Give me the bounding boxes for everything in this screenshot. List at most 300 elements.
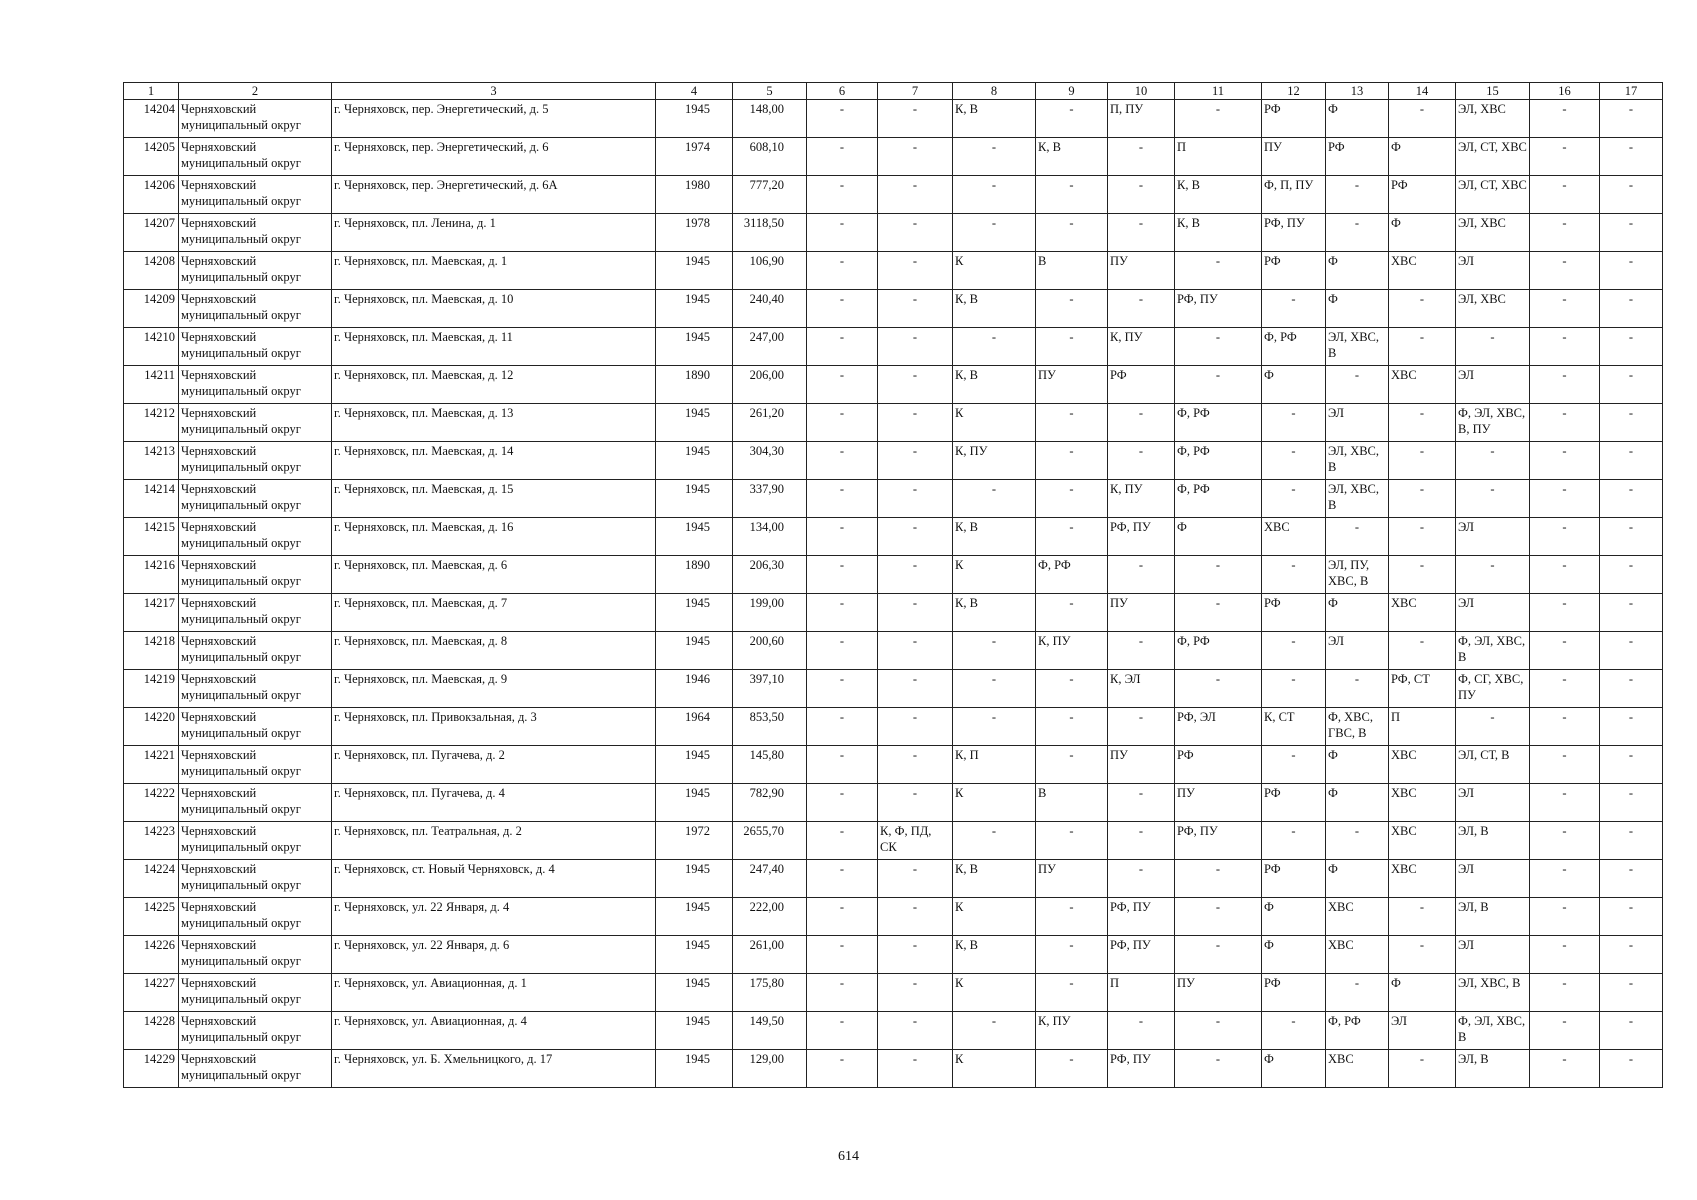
table-cell-col-12: - <box>1262 1012 1326 1050</box>
table-cell-col-15: - <box>1456 480 1530 518</box>
table-row <box>124 1050 1663 1088</box>
table-cell-col-4: 1945 <box>656 632 733 670</box>
table-cell-col-8: - <box>953 328 1036 366</box>
table-cell-col-7: - <box>878 366 953 404</box>
table-cell-col-7: - <box>878 556 953 594</box>
table-cell-col-14: РФ <box>1389 176 1456 214</box>
table-cell-col-16: - <box>1530 898 1600 936</box>
table-cell-col-13: - <box>1326 518 1389 556</box>
table-cell-col-6: - <box>807 290 878 328</box>
table-cell-col-6: - <box>807 632 878 670</box>
table-cell-col-5: 853,50 <box>733 708 807 746</box>
table-cell-col-10: - <box>1108 860 1175 898</box>
table-cell-col-11: Ф, РФ <box>1175 404 1262 442</box>
table-cell-col-12: - <box>1262 822 1326 860</box>
table-cell-col-7: - <box>878 1050 953 1088</box>
table-cell-col-7: - <box>878 138 953 176</box>
table-cell-col-10: РФ, ПУ <box>1108 898 1175 936</box>
table-cell-col-14: - <box>1389 1050 1456 1088</box>
table-cell-col-3: г. Черняховск, пл. Маевская, д. 6 <box>332 556 656 594</box>
table-cell-col-17: - <box>1600 860 1663 898</box>
table-cell-col-8: - <box>953 670 1036 708</box>
table-cell-col-9: - <box>1036 898 1108 936</box>
table-cell-col-13: - <box>1326 822 1389 860</box>
table-cell-col-3: г. Черняховск, пл. Маевская, д. 15 <box>332 480 656 518</box>
table-cell-col-3: г. Черняховск, пл. Маевская, д. 7 <box>332 594 656 632</box>
table-row <box>124 860 1663 898</box>
table-cell-col-16: - <box>1530 784 1600 822</box>
table-cell-col-6: - <box>807 100 878 138</box>
table-cell-col-2: Черняховский муниципальный округ <box>179 442 332 480</box>
table-cell-col-6: - <box>807 822 878 860</box>
table-cell-col-16: - <box>1530 328 1600 366</box>
table-cell-col-9: - <box>1036 822 1108 860</box>
table-cell-col-8: К <box>953 404 1036 442</box>
table-cell-col-14: - <box>1389 404 1456 442</box>
table-cell-col-16: - <box>1530 974 1600 1012</box>
table-cell-col-13: Ф, РФ <box>1326 1012 1389 1050</box>
table-row <box>124 822 1663 860</box>
table-cell-col-1: 14226 <box>124 936 179 974</box>
table-cell-col-3: г. Черняховск, ул. Авиационная, д. 4 <box>332 1012 656 1050</box>
table-cell-col-2: Черняховский муниципальный округ <box>179 100 332 138</box>
table-cell-col-15: ЭЛ, ХВС <box>1456 214 1530 252</box>
table-cell-col-16: - <box>1530 214 1600 252</box>
table-cell-col-17: - <box>1600 176 1663 214</box>
table-cell-col-6: - <box>807 518 878 556</box>
table-cell-col-12: - <box>1262 670 1326 708</box>
column-header-16: 16 <box>1530 83 1600 100</box>
table-cell-col-1: 14227 <box>124 974 179 1012</box>
table-cell-col-2: Черняховский муниципальный округ <box>179 518 332 556</box>
table-cell-col-11: ПУ <box>1175 784 1262 822</box>
table-cell-col-9: К, ПУ <box>1036 632 1108 670</box>
table-cell-col-2: Черняховский муниципальный округ <box>179 214 332 252</box>
table-cell-col-16: - <box>1530 176 1600 214</box>
table-cell-col-13: - <box>1326 214 1389 252</box>
table-cell-col-2: Черняховский муниципальный округ <box>179 1050 332 1088</box>
column-header-17: 17 <box>1600 83 1663 100</box>
table-cell-col-16: - <box>1530 100 1600 138</box>
table-cell-col-16: - <box>1530 1050 1600 1088</box>
table-cell-col-3: г. Черняховск, пл. Ленина, д. 1 <box>332 214 656 252</box>
table-cell-col-5: 206,30 <box>733 556 807 594</box>
table-cell-col-17: - <box>1600 974 1663 1012</box>
table-cell-col-10: ПУ <box>1108 252 1175 290</box>
table-cell-col-17: - <box>1600 404 1663 442</box>
column-header-4: 4 <box>656 83 733 100</box>
table-cell-col-15: Ф, ЭЛ, ХВС, В <box>1456 632 1530 670</box>
table-cell-col-5: 148,00 <box>733 100 807 138</box>
table-cell-col-7: - <box>878 214 953 252</box>
table-cell-col-14: П <box>1389 708 1456 746</box>
table-cell-col-10: - <box>1108 632 1175 670</box>
table-cell-col-10: - <box>1108 404 1175 442</box>
table-cell-col-12: РФ <box>1262 594 1326 632</box>
table-cell-col-7: - <box>878 100 953 138</box>
table-cell-col-7: - <box>878 290 953 328</box>
table-cell-col-10: РФ, ПУ <box>1108 1050 1175 1088</box>
table-cell-col-11: П <box>1175 138 1262 176</box>
table-cell-col-9: - <box>1036 670 1108 708</box>
table-cell-col-13: - <box>1326 670 1389 708</box>
table-cell-col-4: 1945 <box>656 1050 733 1088</box>
table-cell-col-4: 1890 <box>656 366 733 404</box>
table-cell-col-14: - <box>1389 632 1456 670</box>
table-cell-col-11: - <box>1175 670 1262 708</box>
table-cell-col-4: 1945 <box>656 974 733 1012</box>
table-cell-col-12: ХВС <box>1262 518 1326 556</box>
table-cell-col-5: 247,00 <box>733 328 807 366</box>
table-cell-col-3: г. Черняховск, ул. Б. Хмельницкого, д. 17 <box>332 1050 656 1088</box>
table-cell-col-3: г. Черняховск, ул. 22 Января, д. 6 <box>332 936 656 974</box>
column-header-3: 3 <box>332 83 656 100</box>
table-cell-col-2: Черняховский муниципальный округ <box>179 746 332 784</box>
table-cell-col-5: 134,00 <box>733 518 807 556</box>
table-cell-col-10: - <box>1108 290 1175 328</box>
table-cell-col-1: 14223 <box>124 822 179 860</box>
table-cell-col-11: Ф, РФ <box>1175 442 1262 480</box>
table-cell-col-1: 14208 <box>124 252 179 290</box>
table-cell-col-2: Черняховский муниципальный округ <box>179 860 332 898</box>
table-cell-col-9: - <box>1036 708 1108 746</box>
table-cell-col-8: К, В <box>953 936 1036 974</box>
table-cell-col-9: - <box>1036 214 1108 252</box>
table-cell-col-11: - <box>1175 594 1262 632</box>
table-cell-col-1: 14219 <box>124 670 179 708</box>
table-cell-col-14: - <box>1389 936 1456 974</box>
table-cell-col-7: К, Ф, ПД, СК <box>878 822 953 860</box>
table-cell-col-11: - <box>1175 556 1262 594</box>
table-cell-col-10: - <box>1108 214 1175 252</box>
table-cell-col-15: ЭЛ, ХВС, В <box>1456 974 1530 1012</box>
table-cell-col-16: - <box>1530 708 1600 746</box>
table-cell-col-6: - <box>807 252 878 290</box>
table-cell-col-8: К, В <box>953 518 1036 556</box>
table-cell-col-13: ЭЛ, ПУ, ХВС, В <box>1326 556 1389 594</box>
table-cell-col-2: Черняховский муниципальный округ <box>179 366 332 404</box>
table-cell-col-5: 782,90 <box>733 784 807 822</box>
table-cell-col-1: 14214 <box>124 480 179 518</box>
table-cell-col-7: - <box>878 974 953 1012</box>
table-cell-col-8: К <box>953 784 1036 822</box>
table-cell-col-7: - <box>878 176 953 214</box>
table-cell-col-3: г. Черняховск, пл. Маевская, д. 13 <box>332 404 656 442</box>
table-cell-col-7: - <box>878 632 953 670</box>
table-cell-col-9: - <box>1036 480 1108 518</box>
table-cell-col-16: - <box>1530 594 1600 632</box>
table-cell-col-2: Черняховский муниципальный округ <box>179 1012 332 1050</box>
table-cell-col-10: К, ПУ <box>1108 328 1175 366</box>
table-cell-col-12: Ф <box>1262 936 1326 974</box>
table-cell-col-5: 777,20 <box>733 176 807 214</box>
table-cell-col-14: - <box>1389 100 1456 138</box>
table-cell-col-17: - <box>1600 100 1663 138</box>
table-cell-col-4: 1945 <box>656 442 733 480</box>
table-cell-col-16: - <box>1530 518 1600 556</box>
table-cell-col-8: - <box>953 632 1036 670</box>
table-cell-col-1: 14211 <box>124 366 179 404</box>
table-cell-col-8: К, В <box>953 100 1036 138</box>
table-cell-col-3: г. Черняховск, пл. Пугачева, д. 4 <box>332 784 656 822</box>
table-row <box>124 176 1663 214</box>
table-cell-col-1: 14217 <box>124 594 179 632</box>
table-cell-col-12: - <box>1262 632 1326 670</box>
table-cell-col-14: ХВС <box>1389 746 1456 784</box>
table-cell-col-5: 2655,70 <box>733 822 807 860</box>
table-cell-col-4: 1945 <box>656 784 733 822</box>
table-cell-col-10: РФ, ПУ <box>1108 518 1175 556</box>
table-row <box>124 1012 1663 1050</box>
table-cell-col-7: - <box>878 442 953 480</box>
table-cell-col-6: - <box>807 366 878 404</box>
table-cell-col-1: 14222 <box>124 784 179 822</box>
table-cell-col-11: РФ <box>1175 746 1262 784</box>
table-cell-col-3: г. Черняховск, пл. Маевская, д. 16 <box>332 518 656 556</box>
table-cell-col-16: - <box>1530 138 1600 176</box>
table-cell-col-12: К, СТ <box>1262 708 1326 746</box>
table-cell-col-11: - <box>1175 100 1262 138</box>
table-cell-col-7: - <box>878 708 953 746</box>
table-cell-col-8: К <box>953 898 1036 936</box>
table-cell-col-1: 14204 <box>124 100 179 138</box>
column-header-7: 7 <box>878 83 953 100</box>
table-cell-col-8: К, П <box>953 746 1036 784</box>
table-cell-col-14: - <box>1389 556 1456 594</box>
table-cell-col-11: РФ, ПУ <box>1175 290 1262 328</box>
table-cell-col-13: - <box>1326 974 1389 1012</box>
table-cell-col-4: 1978 <box>656 214 733 252</box>
table-cell-col-3: г. Черняховск, пер. Энергетический, д. 6А <box>332 176 656 214</box>
table-cell-col-10: - <box>1108 708 1175 746</box>
table-cell-col-11: К, В <box>1175 176 1262 214</box>
table-cell-col-1: 14206 <box>124 176 179 214</box>
table-cell-col-17: - <box>1600 252 1663 290</box>
table-cell-col-17: - <box>1600 556 1663 594</box>
table-row <box>124 138 1663 176</box>
table-cell-col-7: - <box>878 594 953 632</box>
table-cell-col-1: 14207 <box>124 214 179 252</box>
table-cell-col-4: 1946 <box>656 670 733 708</box>
table-row <box>124 214 1663 252</box>
table-cell-col-15: Ф, СГ, ХВС, ПУ <box>1456 670 1530 708</box>
table-row <box>124 746 1663 784</box>
table-cell-col-7: - <box>878 252 953 290</box>
table-cell-col-13: ЭЛ, ХВС, В <box>1326 480 1389 518</box>
table-cell-col-16: - <box>1530 252 1600 290</box>
table-cell-col-3: г. Черняховск, пер. Энергетический, д. 6 <box>332 138 656 176</box>
table-cell-col-10: - <box>1108 1012 1175 1050</box>
table-cell-col-5: 304,30 <box>733 442 807 480</box>
table-cell-col-6: - <box>807 480 878 518</box>
table-cell-col-14: - <box>1389 328 1456 366</box>
table-cell-col-12: Ф <box>1262 366 1326 404</box>
table-cell-col-9: - <box>1036 176 1108 214</box>
table-cell-col-15: ЭЛ, СТ, ХВС <box>1456 138 1530 176</box>
table-row <box>124 556 1663 594</box>
column-header-13: 13 <box>1326 83 1389 100</box>
table-cell-col-7: - <box>878 670 953 708</box>
table-cell-col-4: 1945 <box>656 1012 733 1050</box>
register-table-container <box>123 82 1662 1088</box>
table-cell-col-7: - <box>878 518 953 556</box>
table-cell-col-9: - <box>1036 974 1108 1012</box>
table-cell-col-2: Черняховский муниципальный округ <box>179 290 332 328</box>
table-cell-col-8: К, В <box>953 366 1036 404</box>
table-cell-col-2: Черняховский муниципальный округ <box>179 898 332 936</box>
table-cell-col-14: - <box>1389 442 1456 480</box>
table-cell-col-3: г. Черняховск, пл. Театральная, д. 2 <box>332 822 656 860</box>
table-cell-col-15: ЭЛ <box>1456 784 1530 822</box>
table-cell-col-2: Черняховский муниципальный округ <box>179 480 332 518</box>
table-cell-col-10: - <box>1108 442 1175 480</box>
table-cell-col-17: - <box>1600 670 1663 708</box>
table-row <box>124 480 1663 518</box>
table-cell-col-4: 1945 <box>656 746 733 784</box>
table-cell-col-6: - <box>807 556 878 594</box>
table-cell-col-17: - <box>1600 898 1663 936</box>
table-cell-col-11: - <box>1175 860 1262 898</box>
table-cell-col-10: - <box>1108 176 1175 214</box>
table-cell-col-15: ЭЛ, СТ, ХВС <box>1456 176 1530 214</box>
table-cell-col-3: г. Черняховск, ст. Новый Черняховск, д. 4 <box>332 860 656 898</box>
table-cell-col-3: г. Черняховск, пл. Маевская, д. 9 <box>332 670 656 708</box>
table-cell-col-11: ПУ <box>1175 974 1262 1012</box>
table-cell-col-5: 247,40 <box>733 860 807 898</box>
table-cell-col-9: К, В <box>1036 138 1108 176</box>
table-cell-col-14: ХВС <box>1389 784 1456 822</box>
table-cell-col-8: К, В <box>953 290 1036 328</box>
table-cell-col-4: 1945 <box>656 404 733 442</box>
table-cell-col-15: - <box>1456 442 1530 480</box>
table-cell-col-9: В <box>1036 252 1108 290</box>
table-cell-col-3: г. Черняховск, пл. Маевская, д. 10 <box>332 290 656 328</box>
table-cell-col-3: г. Черняховск, пл. Привокзальная, д. 3 <box>332 708 656 746</box>
table-cell-col-11: Ф, РФ <box>1175 480 1262 518</box>
column-header-8: 8 <box>953 83 1036 100</box>
table-cell-col-14: ХВС <box>1389 860 1456 898</box>
table-cell-col-13: ЭЛ, ХВС, В <box>1326 442 1389 480</box>
table-cell-col-17: - <box>1600 746 1663 784</box>
table-cell-col-4: 1972 <box>656 822 733 860</box>
table-cell-col-12: - <box>1262 480 1326 518</box>
table-cell-col-17: - <box>1600 480 1663 518</box>
table-cell-col-3: г. Черняховск, пл. Маевская, д. 8 <box>332 632 656 670</box>
table-cell-col-1: 14212 <box>124 404 179 442</box>
table-cell-col-10: - <box>1108 784 1175 822</box>
table-cell-col-6: - <box>807 404 878 442</box>
table-cell-col-1: 14225 <box>124 898 179 936</box>
header-row <box>124 83 1663 100</box>
table-cell-col-6: - <box>807 176 878 214</box>
table-cell-col-16: - <box>1530 822 1600 860</box>
table-row <box>124 290 1663 328</box>
table-cell-col-4: 1945 <box>656 936 733 974</box>
table-cell-col-1: 14218 <box>124 632 179 670</box>
table-cell-col-10: - <box>1108 822 1175 860</box>
table-row <box>124 100 1663 138</box>
table-cell-col-15: ЭЛ <box>1456 594 1530 632</box>
table-cell-col-1: 14228 <box>124 1012 179 1050</box>
table-cell-col-8: К <box>953 556 1036 594</box>
table-cell-col-7: - <box>878 480 953 518</box>
table-cell-col-5: 3118,50 <box>733 214 807 252</box>
table-row <box>124 974 1663 1012</box>
table-cell-col-10: ПУ <box>1108 746 1175 784</box>
table-cell-col-5: 261,20 <box>733 404 807 442</box>
table-cell-col-2: Черняховский муниципальный округ <box>179 176 332 214</box>
table-cell-col-12: РФ <box>1262 860 1326 898</box>
table-cell-col-13: ЭЛ, ХВС, В <box>1326 328 1389 366</box>
table-cell-col-13: Ф <box>1326 746 1389 784</box>
table-cell-col-3: г. Черняховск, ул. Авиационная, д. 1 <box>332 974 656 1012</box>
table-cell-col-12: Ф <box>1262 898 1326 936</box>
table-cell-col-17: - <box>1600 366 1663 404</box>
table-cell-col-4: 1945 <box>656 252 733 290</box>
table-cell-col-11: Ф, РФ <box>1175 632 1262 670</box>
table-cell-col-16: - <box>1530 860 1600 898</box>
table-cell-col-9: - <box>1036 594 1108 632</box>
table-cell-col-16: - <box>1530 290 1600 328</box>
table-cell-col-12: - <box>1262 442 1326 480</box>
table-cell-col-8: К, В <box>953 860 1036 898</box>
table-cell-col-17: - <box>1600 708 1663 746</box>
table-cell-col-13: Ф <box>1326 594 1389 632</box>
table-cell-col-13: - <box>1326 176 1389 214</box>
table-cell-col-4: 1945 <box>656 594 733 632</box>
table-cell-col-11: - <box>1175 366 1262 404</box>
table-cell-col-10: П, ПУ <box>1108 100 1175 138</box>
table-cell-col-9: В <box>1036 784 1108 822</box>
table-cell-col-5: 261,00 <box>733 936 807 974</box>
table-cell-col-7: - <box>878 1012 953 1050</box>
table-cell-col-2: Черняховский муниципальный округ <box>179 252 332 290</box>
column-header-15: 15 <box>1456 83 1530 100</box>
table-cell-col-15: ЭЛ, В <box>1456 898 1530 936</box>
column-header-6: 6 <box>807 83 878 100</box>
table-cell-col-16: - <box>1530 480 1600 518</box>
table-cell-col-5: 199,00 <box>733 594 807 632</box>
table-cell-col-3: г. Черняховск, пл. Пугачева, д. 2 <box>332 746 656 784</box>
table-cell-col-5: 240,40 <box>733 290 807 328</box>
table-cell-col-2: Черняховский муниципальный округ <box>179 328 332 366</box>
table-cell-col-6: - <box>807 328 878 366</box>
table-cell-col-4: 1945 <box>656 860 733 898</box>
table-cell-col-16: - <box>1530 670 1600 708</box>
table-cell-col-5: 337,90 <box>733 480 807 518</box>
table-row <box>124 328 1663 366</box>
table-cell-col-8: - <box>953 822 1036 860</box>
register-table <box>123 82 1663 1088</box>
table-cell-col-12: ПУ <box>1262 138 1326 176</box>
table-row <box>124 936 1663 974</box>
table-cell-col-1: 14216 <box>124 556 179 594</box>
table-row <box>124 404 1663 442</box>
column-header-10: 10 <box>1108 83 1175 100</box>
table-cell-col-7: - <box>878 936 953 974</box>
table-cell-col-9: - <box>1036 746 1108 784</box>
table-cell-col-2: Черняховский муниципальный округ <box>179 708 332 746</box>
table-row <box>124 366 1663 404</box>
table-cell-col-5: 129,00 <box>733 1050 807 1088</box>
table-cell-col-17: - <box>1600 290 1663 328</box>
table-cell-col-5: 397,10 <box>733 670 807 708</box>
table-cell-col-13: ХВС <box>1326 898 1389 936</box>
table-cell-col-6: - <box>807 594 878 632</box>
table-cell-col-12: - <box>1262 404 1326 442</box>
table-cell-col-6: - <box>807 936 878 974</box>
table-cell-col-4: 1945 <box>656 480 733 518</box>
